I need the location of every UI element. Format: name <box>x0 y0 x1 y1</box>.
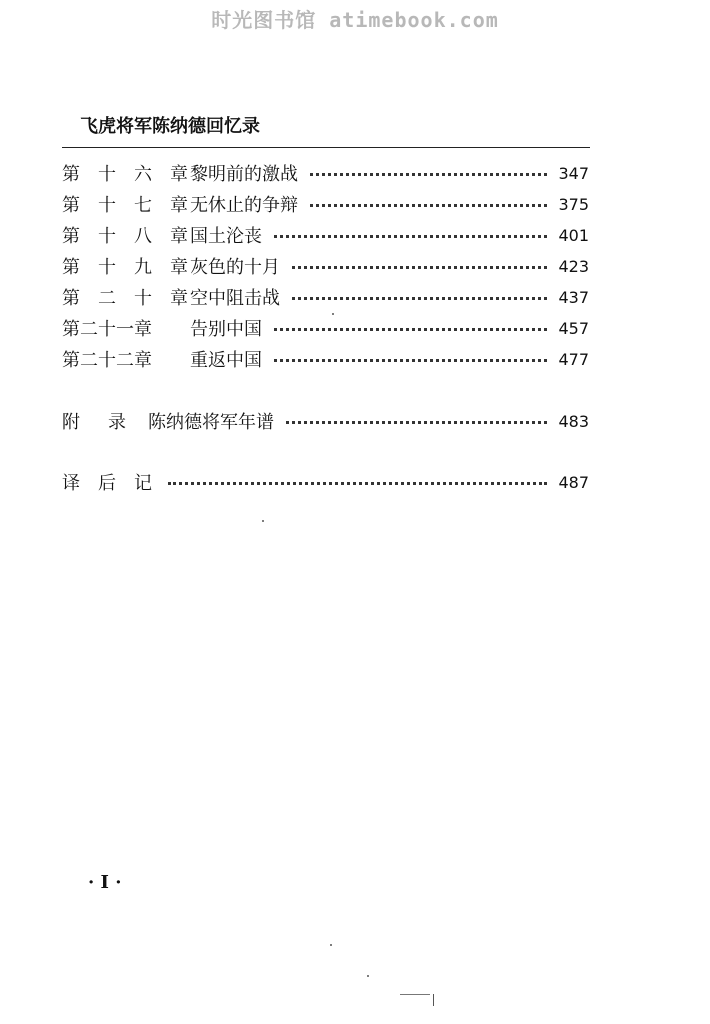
watermark: 时光图书馆 atimebook.com <box>211 8 499 32</box>
afterword-label: 译 后 记 <box>62 473 152 494</box>
page-number: 483 <box>558 411 589 431</box>
chapter-title: 告别中国 <box>190 319 262 340</box>
chapter-number: 第 二 十 章 <box>62 288 188 309</box>
chapter-title: 黎明前的激战 <box>190 164 298 185</box>
chapter-title: 空中阻击战 <box>190 288 280 309</box>
chapter-title: 灰色的十月 <box>190 257 280 278</box>
appendix-label: 附 录 <box>62 412 126 433</box>
running-head: 飞虎将军陈纳德回忆录 <box>80 116 260 137</box>
toc-entry-chapter-18[interactable] <box>62 222 589 248</box>
chapter-number: 第 十 九 章 <box>62 257 188 278</box>
toc-entry-appendix[interactable] <box>62 408 589 434</box>
scan-speck <box>330 944 332 946</box>
chapter-title: 无休止的争辩 <box>190 195 298 216</box>
chapter-number: 第二十一章 <box>62 319 152 340</box>
page-number: 401 <box>558 225 589 245</box>
header-rule <box>62 147 590 148</box>
dot-leader <box>274 328 547 331</box>
page-number: 487 <box>558 472 589 492</box>
page-number: 437 <box>558 287 589 307</box>
appendix-title: 陈纳德将军年谱 <box>148 412 274 433</box>
toc-entry-chapter-19[interactable] <box>62 253 589 279</box>
chapter-number: 第 十 八 章 <box>62 226 188 247</box>
page-number: 457 <box>558 318 589 338</box>
toc-entry-chapter-17[interactable] <box>62 191 589 217</box>
chapter-title: 国土沦丧 <box>190 226 262 247</box>
chapter-title: 重返中国 <box>190 350 262 371</box>
toc-entry-afterword[interactable] <box>62 469 589 495</box>
dot-leader <box>274 359 547 362</box>
chapter-number: 第 十 六 章 <box>62 164 188 185</box>
dot-leader <box>292 297 547 300</box>
toc-entry-chapter-21[interactable] <box>62 315 589 341</box>
scan-speck <box>400 994 430 995</box>
page-number: 477 <box>558 349 589 369</box>
toc-entry-chapter-16[interactable] <box>62 160 589 186</box>
toc-entry-chapter-20[interactable] <box>62 284 589 310</box>
dot-leader <box>310 173 547 176</box>
scan-speck <box>433 994 434 1006</box>
scan-speck <box>262 520 264 522</box>
page-number: 423 <box>558 256 589 276</box>
chapter-number: 第二十二章 <box>62 350 152 371</box>
folio-page-number: · I · <box>88 872 122 893</box>
chapter-number: 第 十 七 章 <box>62 195 188 216</box>
page-number: 375 <box>558 194 589 214</box>
dot-leader <box>310 204 547 207</box>
dot-leader <box>274 235 547 238</box>
scan-speck <box>332 313 334 315</box>
scan-speck <box>367 975 369 977</box>
page-number: 347 <box>558 163 589 183</box>
dot-leader <box>292 266 547 269</box>
toc-entry-chapter-22[interactable] <box>62 346 589 372</box>
dot-leader <box>168 482 547 485</box>
dot-leader <box>286 421 547 424</box>
